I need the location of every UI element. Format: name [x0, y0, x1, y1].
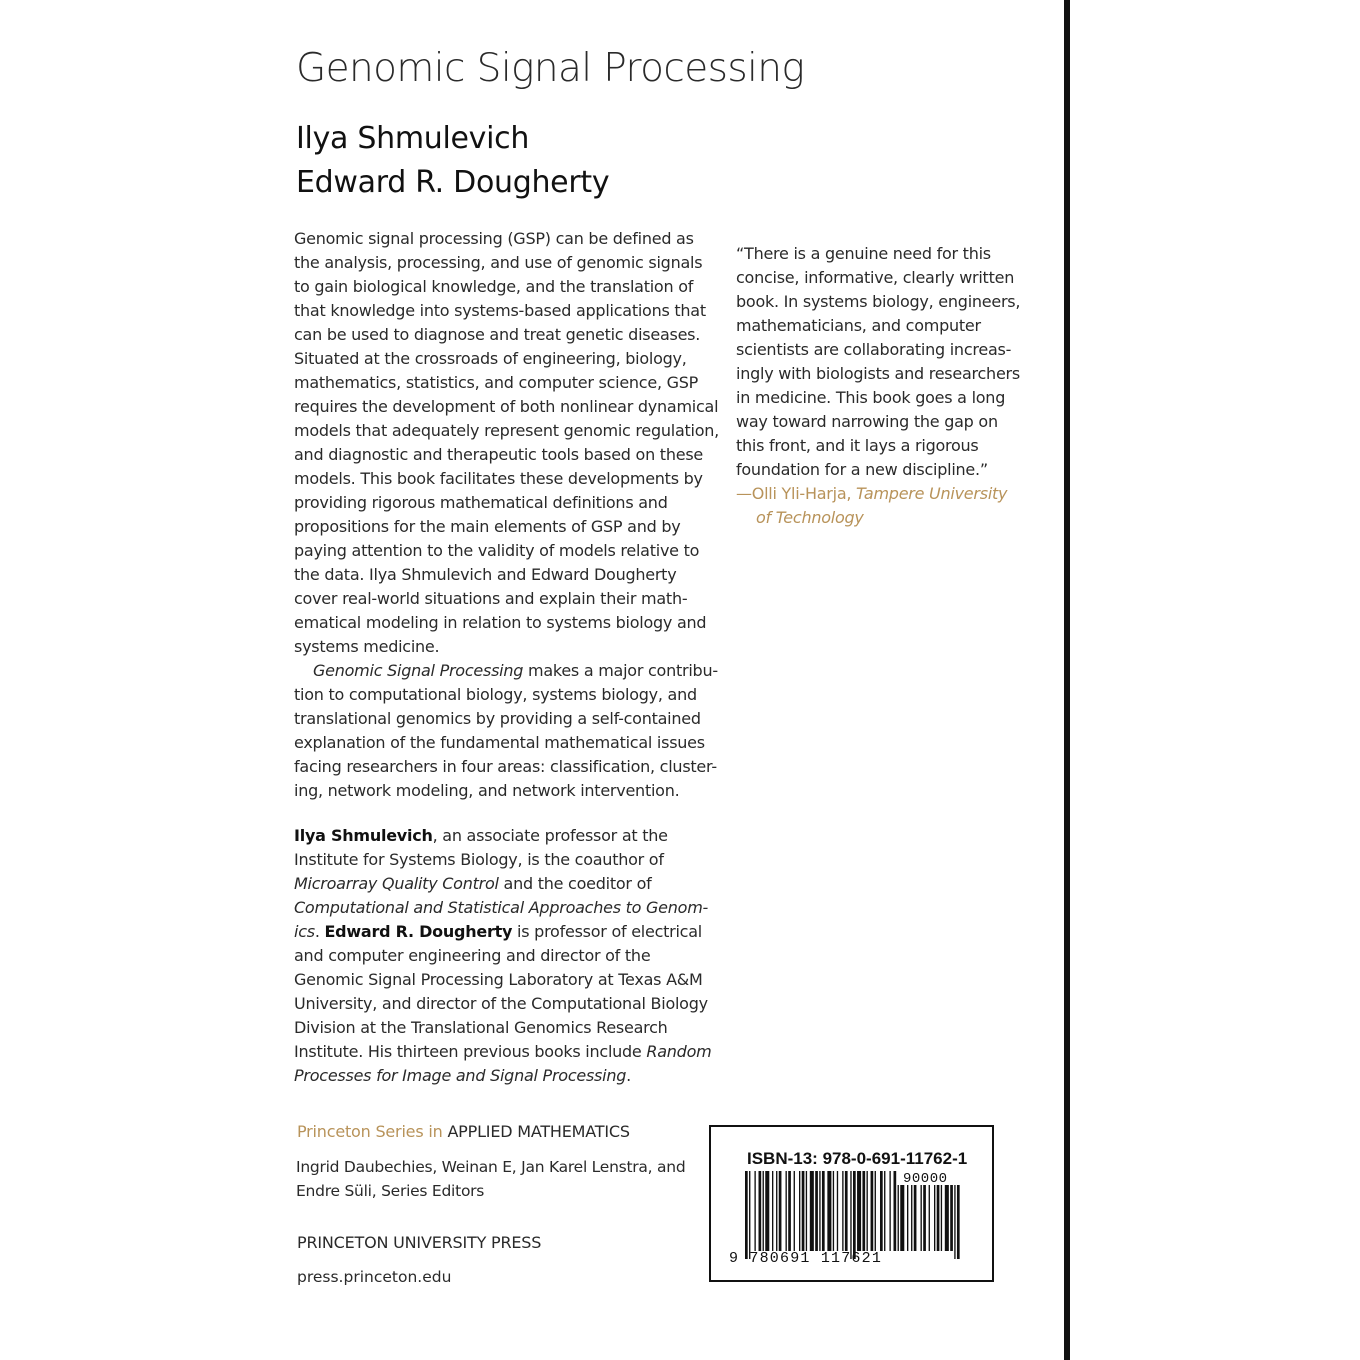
barcode-bar: [934, 1185, 935, 1251]
text-run: Institute for Systems Biology, is the coauthor of: [294, 850, 664, 869]
barcode-bar: [833, 1171, 834, 1251]
text-run: systems medicine.: [294, 637, 440, 656]
barcode-bar: [900, 1185, 904, 1251]
text-run: ing, network modeling, and network intervention.: [294, 781, 680, 800]
endorsement-attribution: [736, 482, 1007, 530]
text-line: [294, 779, 719, 803]
text-run: providing rigorous mathematical definitions and: [294, 493, 668, 512]
isbn-label: ISBN-13: 978-0-691-11762-1: [747, 1149, 968, 1168]
text-line: [294, 491, 719, 515]
text-run: , an associate professor at the: [432, 826, 668, 845]
text-run: ematical modeling in relation to systems biology and: [294, 613, 707, 632]
barcode-bar: [754, 1171, 755, 1251]
text-run: foundation for a new discipline.”: [736, 460, 988, 479]
barcode-bar: [810, 1171, 814, 1251]
isbn-barcode: [709, 1125, 994, 1282]
barcode-bar: [954, 1185, 955, 1259]
text-line: [294, 395, 719, 419]
text-line: [294, 1064, 711, 1088]
barcode-bar: [749, 1171, 750, 1259]
text-run: University, and director of the Computational Biology: [294, 994, 708, 1013]
barcode-bar: [845, 1171, 848, 1251]
text-line: [294, 587, 719, 611]
text-line: [736, 338, 1020, 362]
barcode-bar: [875, 1171, 876, 1251]
barcode-bar: [950, 1185, 953, 1251]
author-biography: [294, 824, 711, 1088]
barcode-bar: [837, 1171, 838, 1251]
text-line: [294, 371, 719, 395]
text-line: [294, 347, 719, 371]
barcode-bar: [889, 1171, 890, 1251]
text-line: [736, 506, 1007, 530]
text-line: [294, 443, 719, 467]
bold-run: Edward R. Dougherty: [324, 922, 513, 941]
barcode-bar: [945, 1185, 949, 1251]
barcode-bar: [759, 1171, 762, 1251]
text-line: [294, 635, 719, 659]
text-run: propositions for the main elements of GSP and by: [294, 517, 681, 536]
text-run: Endre Süli, Series Editors: [296, 1182, 485, 1200]
book-title: Genomic Signal Processing: [296, 46, 805, 91]
text-run: .: [626, 1066, 631, 1085]
text-line: [294, 872, 711, 896]
text-line: [736, 482, 1007, 506]
text-run: mathematicians, and computer: [736, 316, 981, 335]
barcode-bar: [853, 1171, 856, 1259]
barcode-bar: [911, 1185, 912, 1251]
italic-run: Genomic Signal Processing: [313, 661, 524, 680]
text-run: ingly with biologists and researchers: [736, 364, 1020, 383]
text-run: Situated at the crossroads of engineering, biology,: [294, 349, 687, 368]
text-line: [294, 920, 711, 944]
barcode-bar: [957, 1185, 960, 1259]
endorsement-quote: [736, 242, 1020, 482]
text-line: [294, 299, 719, 323]
barcode-bar: [921, 1185, 922, 1251]
text-line: [296, 1179, 685, 1203]
italic-run: Processes for Image and Signal Processing: [294, 1066, 627, 1085]
text-line: [294, 323, 719, 347]
text-line: [294, 824, 711, 848]
text-run: the analysis, processing, and use of genomic signals: [294, 253, 703, 272]
barcode-bar: [827, 1171, 831, 1251]
series-name: APPLIED MATHEMATICS: [447, 1122, 630, 1141]
text-line: [294, 1040, 711, 1064]
barcode-bar: [822, 1171, 825, 1251]
barcode-bar: [802, 1171, 805, 1251]
barcode-bar: [745, 1171, 748, 1259]
barcode-bar: [898, 1185, 899, 1251]
text-run: facing researchers in four areas: classification, cluster-: [294, 757, 717, 776]
series-editors: [296, 1155, 685, 1203]
barcode-bar: [941, 1185, 942, 1251]
barcode-bar: [765, 1171, 769, 1251]
italic-run: Tampere University: [856, 484, 1008, 503]
barcode-bar: [929, 1185, 930, 1251]
text-line: [736, 362, 1020, 386]
barcode-bar: [862, 1171, 865, 1251]
text-line: [736, 410, 1020, 434]
text-run: way toward narrowing the gap on: [736, 412, 998, 431]
text-line: [294, 731, 719, 755]
book-description: [294, 227, 719, 803]
text-line: [294, 515, 719, 539]
text-run: paying attention to the validity of models relative to: [294, 541, 700, 560]
text-line: [294, 419, 719, 443]
text-run: Division at the Translational Genomics Research: [294, 1018, 668, 1037]
text-line: [736, 458, 1020, 482]
barcode-bar: [914, 1185, 917, 1251]
text-run: and the coeditor of: [498, 874, 652, 893]
text-line: [736, 266, 1020, 290]
text-run: “There is a genuine need for this: [736, 244, 991, 263]
barcode-bar: [937, 1185, 940, 1251]
barcode-bar: [884, 1171, 885, 1251]
text-run: cover real-world situations and explain their math-: [294, 589, 688, 608]
barcode-bar: [799, 1171, 800, 1251]
italic-run: Random: [646, 1042, 712, 1061]
price-code: 90000: [903, 1171, 948, 1187]
text-run: requires the development of both nonlinear dynamical: [294, 397, 719, 416]
barcode-bar: [857, 1171, 861, 1251]
text-line: [736, 386, 1020, 410]
text-line: [294, 563, 719, 587]
text-run: and computer engineering and director of the: [294, 946, 651, 965]
text-run: is professor of electrical: [512, 922, 702, 941]
text-line: [294, 1016, 711, 1040]
barcode-bar: [815, 1171, 818, 1251]
text-run: scientists are collaborating increas-: [736, 340, 1012, 359]
text-line: [294, 707, 719, 731]
text-line: [294, 896, 711, 920]
text-run: the data. Ilya Shmulevich and Edward Dougherty: [294, 565, 677, 584]
text-run: —Olli Yli-Harja,: [736, 484, 857, 503]
barcode-bar: [923, 1185, 926, 1251]
author-name-2: Edward R. Dougherty: [296, 165, 610, 200]
barcode-bar: [894, 1171, 897, 1251]
barcode-bar: [842, 1171, 843, 1251]
series-title: [297, 1122, 630, 1141]
text-line: [294, 539, 719, 563]
barcode-bar: [772, 1171, 773, 1251]
text-line: [294, 227, 719, 251]
text-run: this front, and it lays a rigorous: [736, 436, 979, 455]
barcode-bar: [763, 1171, 764, 1251]
text-line: [736, 434, 1020, 458]
barcode-bar: [788, 1171, 791, 1251]
ean-digits: 9 780691 117621: [729, 1250, 883, 1267]
text-line: [294, 275, 719, 299]
text-line: [296, 1155, 685, 1179]
text-run: that knowledge into systems-based applications that: [294, 301, 706, 320]
barcode-bar: [907, 1185, 908, 1251]
author-name-1: Ilya Shmulevich: [296, 121, 530, 156]
text-run: Institute. His thirteen previous books include: [294, 1042, 647, 1061]
text-line: [294, 659, 719, 683]
text-run: concise, informative, clearly written: [736, 268, 1015, 287]
text-line: [294, 944, 711, 968]
text-run: .: [314, 922, 325, 941]
publisher-name: PRINCETON UNIVERSITY PRESS: [297, 1233, 542, 1252]
italic-run: Computational and Statistical Approaches to Genom-: [294, 898, 709, 917]
text-line: [294, 467, 719, 491]
barcode-bar: [779, 1171, 782, 1251]
text-line: [294, 848, 711, 872]
barcode-bar: [867, 1171, 868, 1251]
text-line: [294, 968, 711, 992]
text-line: [736, 290, 1020, 314]
text-run: Ingrid Daubechies, Weinan E, Jan Karel Lenstra, and: [296, 1158, 686, 1176]
text-line: [294, 251, 719, 275]
italic-run: Microarray Quality Control: [294, 874, 499, 893]
italic-run: of Technology: [756, 508, 864, 527]
barcode-bar: [819, 1171, 820, 1251]
text-line: [736, 314, 1020, 338]
text-run: models. This book facilitates these developments by: [294, 469, 703, 488]
barcode-bar: [794, 1171, 795, 1251]
text-run: makes a major contribu-: [523, 661, 718, 680]
bold-run: Ilya Shmulevich: [294, 826, 433, 845]
italic-run: ics: [294, 922, 315, 941]
text-line: [294, 611, 719, 635]
barcode-bar: [806, 1171, 807, 1251]
text-run: explanation of the fundamental mathematical issues: [294, 733, 705, 752]
barcode-bar: [776, 1171, 777, 1251]
spine-edge: [1064, 0, 1070, 1360]
barcode-bar: [871, 1171, 874, 1251]
text-run: can be used to diagnose and treat genetic diseases.: [294, 325, 701, 344]
text-run: translational genomics by providing a self-contained: [294, 709, 701, 728]
text-run: to gain biological knowledge, and the translation of: [294, 277, 694, 296]
publisher-url: press.princeton.edu: [297, 1268, 452, 1286]
text-run: tion to computational biology, systems biology, and: [294, 685, 697, 704]
text-line: [294, 992, 711, 1016]
text-run: models that adequately represent genomic regulation,: [294, 421, 720, 440]
barcode-bar: [786, 1171, 787, 1251]
text-run: mathematics, statistics, and computer science, GSP: [294, 373, 699, 392]
text-line: [294, 755, 719, 779]
barcode-bar: [880, 1171, 883, 1251]
text-run: and diagnostic and therapeutic tools based on these: [294, 445, 703, 464]
text-run: book. In systems biology, engineers,: [736, 292, 1021, 311]
series-prefix: Princeton Series in: [297, 1122, 448, 1141]
text-line: [736, 242, 1020, 266]
text-run: in medicine. This book goes a long: [736, 388, 1006, 407]
barcode-bar: [850, 1171, 851, 1259]
text-run: Genomic signal processing (GSP) can be defined as: [294, 229, 694, 248]
text-run: Genomic Signal Processing Laboratory at Texas A&M: [294, 970, 703, 989]
text-line: [294, 683, 719, 707]
